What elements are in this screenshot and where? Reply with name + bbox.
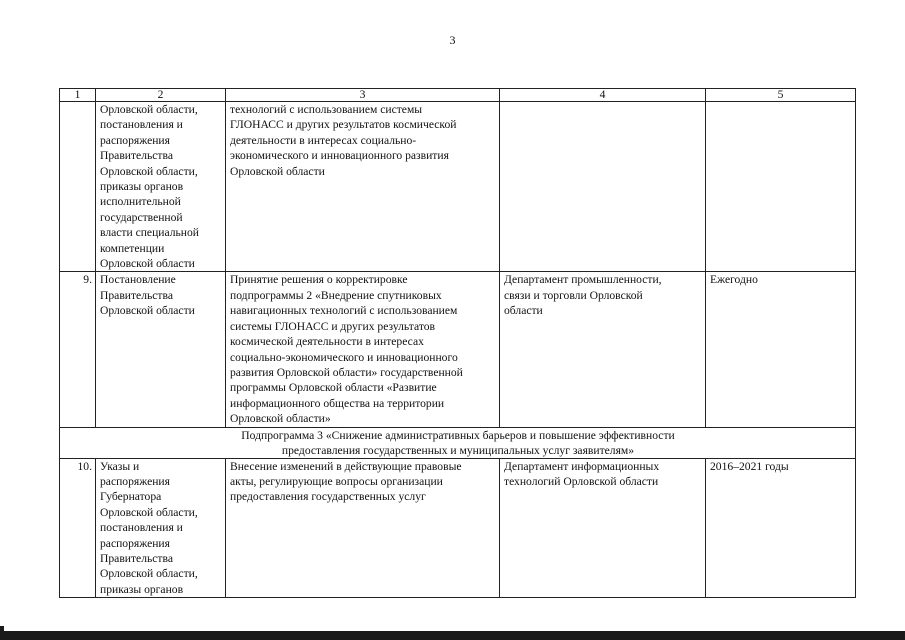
measure-cell: Внесение изменений в действующие правовые акты, регулирующие вопросы организации предоставления государственных услуг [226,458,500,598]
measures-table [59,88,856,598]
scan-bottom-edge [0,631,905,640]
table-row [60,458,856,598]
scan-left-edge [0,626,4,640]
subprogram-title: Подпрограмма 3 «Снижение административных барьеров и повышение эффективности предоставления государственных и муниципальных услуг заявителям» [60,427,856,458]
table-row [60,272,856,427]
table-row [60,102,856,272]
document-type-cell: Орловской области, постановления и распоряжения Правительства Орловской области, приказы органов исполнительной государственной власти специальной компетенции Орловской области [96,102,226,272]
responsible-cell: Департамент информационных технологий Орловской области [500,458,706,598]
deadline-cell: Ежегодно [706,272,856,427]
header-row [60,89,856,102]
responsible-cell [500,102,706,272]
subprogram-row [60,427,856,458]
document-type-cell: Указы и распоряжения Губернатора Орловской области, постановления и распоряжения Правительства Орловской области, приказы органов [96,458,226,598]
column-header-2: 2 [96,89,226,102]
row-number [60,102,96,272]
column-header-3: 3 [226,89,500,102]
deadline-cell: 2016–2021 годы [706,458,856,598]
row-number: 10. [60,458,96,598]
deadline-cell [706,102,856,272]
column-header-4: 4 [500,89,706,102]
column-header-1: 1 [60,89,96,102]
measure-cell: Принятие решения о корректировке подпрограммы 2 «Внедрение спутниковых навигационных технологий с использованием системы ГЛОНАСС и других результатов космической деятельности в интересах социально-экономического и инновационного развития Орловской области» государственной программы Орловской области «Развитие информационного общества на территории Орловской области» [226,272,500,427]
page-number: 3 [449,33,456,47]
measure-cell: технологий с использованием системы ГЛОНАСС и других результатов космической деятельности в интересах социально- экономического и инновационного развития Орловской области [226,102,500,272]
column-header-5: 5 [706,89,856,102]
document-type-cell: Постановление Правительства Орловской области [96,272,226,427]
responsible-cell: Департамент промышленности, связи и торговли Орловской области [500,272,706,427]
row-number: 9. [60,272,96,427]
